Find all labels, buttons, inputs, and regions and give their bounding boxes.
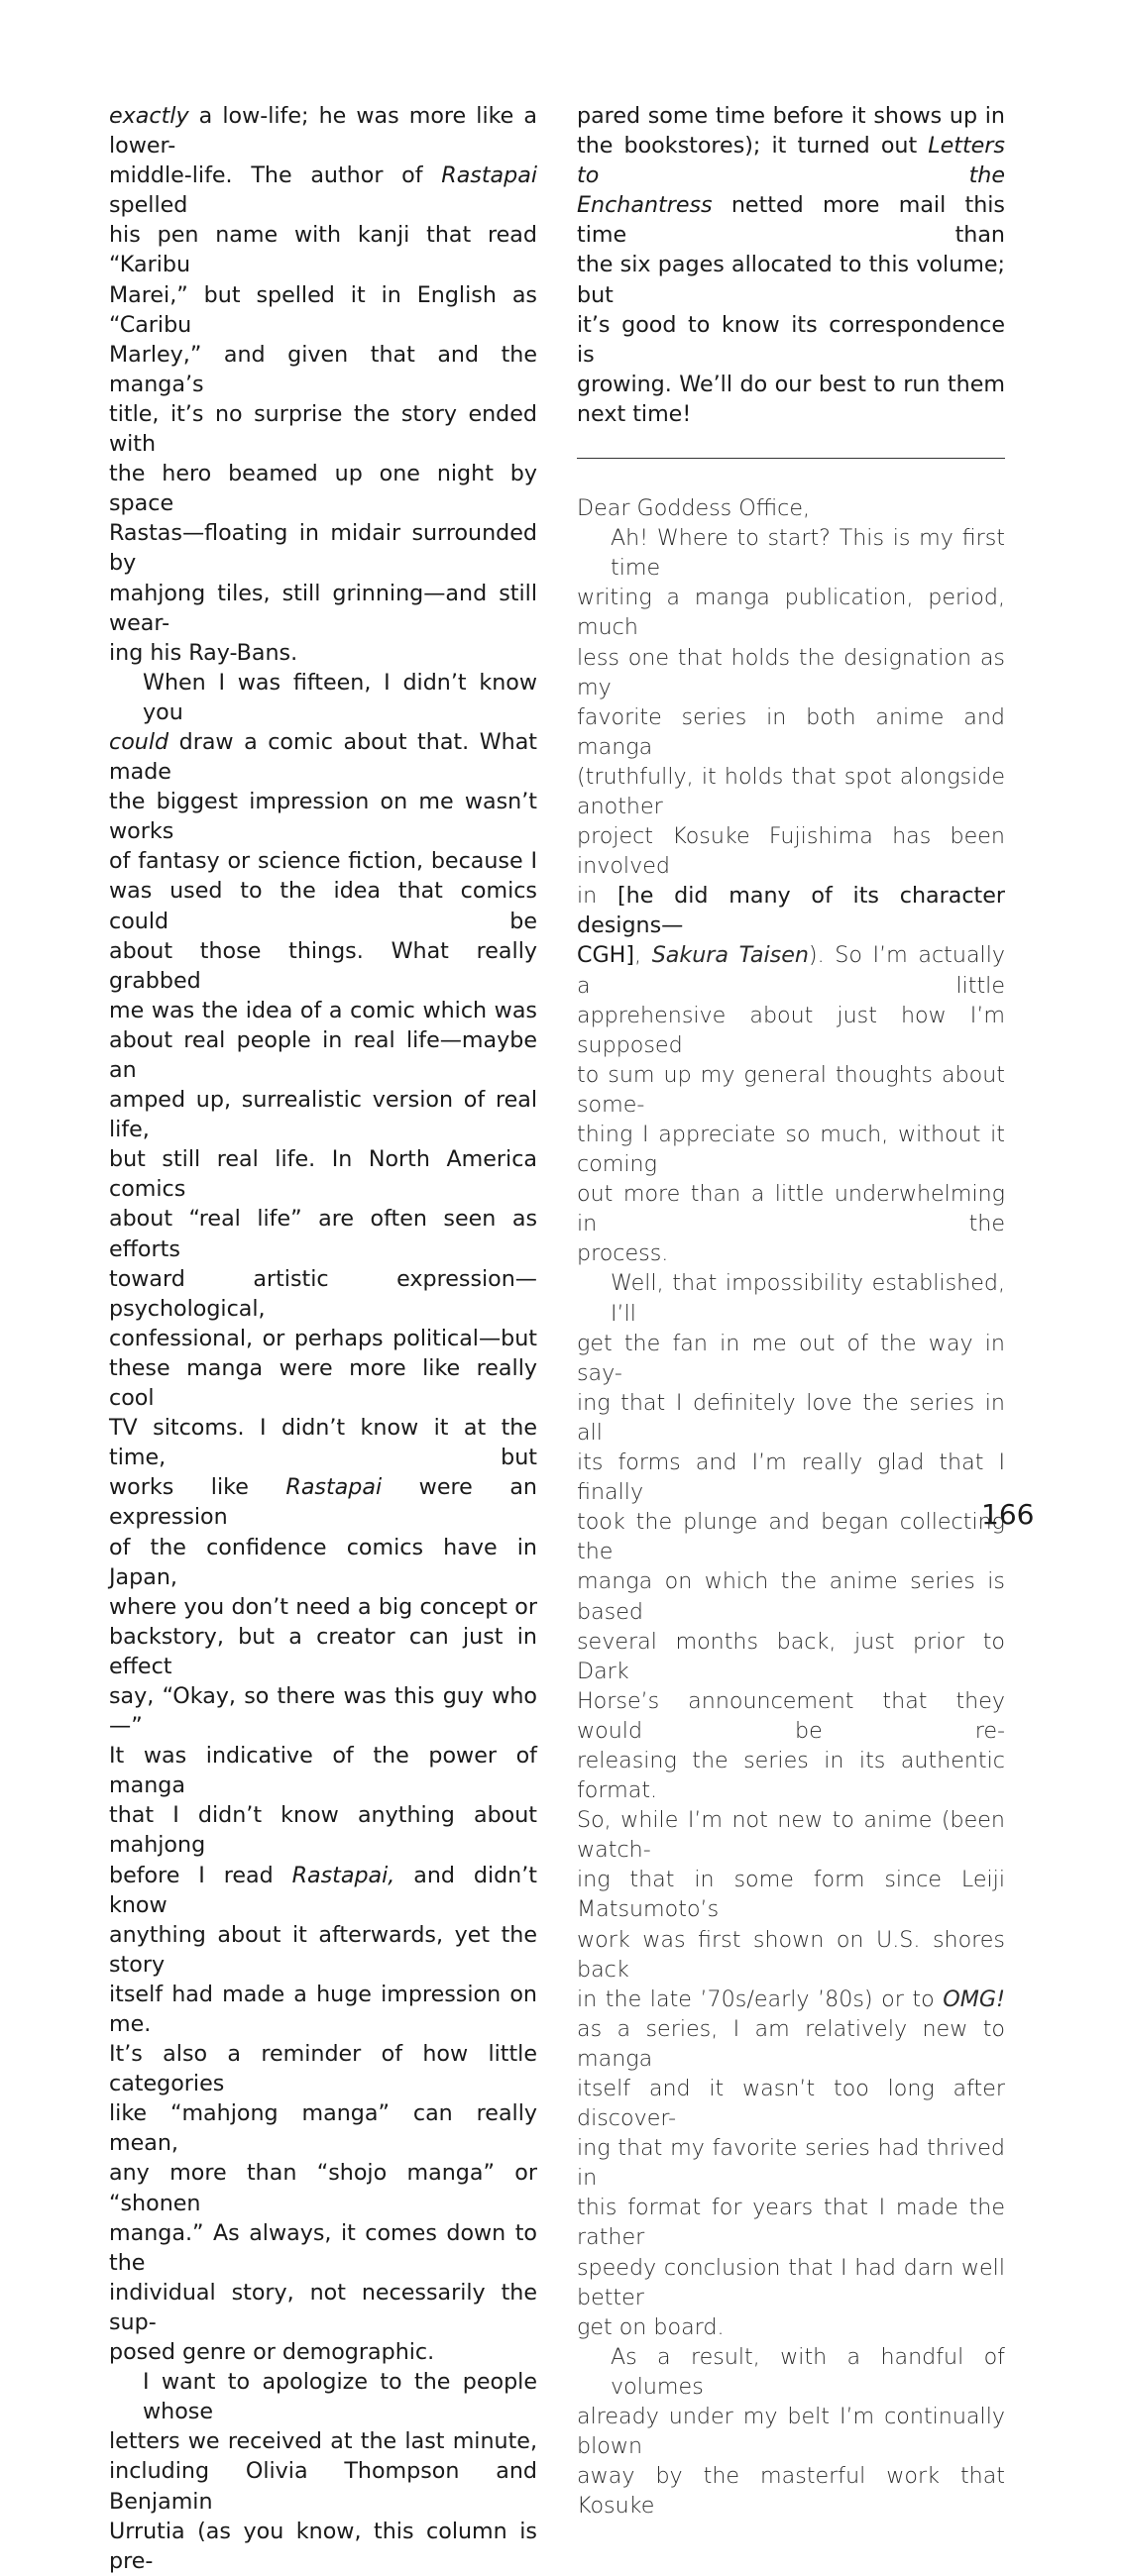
text-line: posed genre or demographic. [109, 2339, 435, 2366]
text-line: As a result, with a handful of volumes [611, 2343, 1005, 2400]
text-line: CGH], Sakura Taisen). So I’m actually a little [577, 942, 1005, 999]
right-column [577, 101, 1005, 2521]
text-line: was used to the idea that comics could be [109, 878, 537, 934]
text-line: Urrutia (as you know, this column is pre- [109, 2518, 537, 2574]
text-line: out more than a little underwhelming in the [577, 1181, 1005, 1237]
text-line: of fantasy or science fiction, because I [109, 848, 537, 875]
italic-title: OMG! [943, 1986, 1005, 2012]
text-line: It was indicative of the power of manga [109, 1743, 537, 1799]
text-line: as a series, I am relatively new to manga [577, 2015, 1005, 2072]
italic-title: Enchantress [577, 192, 713, 219]
text-line: its forms and I’m really glad that I finally [577, 1449, 1005, 1506]
text-line: the hero beamed up one night by space [109, 461, 537, 517]
paragraph [577, 101, 1005, 429]
text-line: the six pages allocated to this volume; but [577, 252, 1005, 308]
text-line: of the confidence comics have in Japan, [109, 1534, 537, 1590]
text-line: his pen name with kanji that read “Karibu [109, 222, 537, 278]
text-line: the biggest impression on me wasn’t works [109, 789, 537, 845]
text-line: manga.” As always, it comes down to the [109, 2219, 537, 2276]
text-line: Rastas—floating in midair surrounded by [109, 520, 537, 577]
text-line: Dear Goddess Office, [577, 495, 811, 522]
italic-title: Rastapai, [291, 1862, 395, 1888]
italic-title: could [109, 728, 169, 755]
text-line: confessional, or perhaps political—but [109, 1325, 537, 1351]
text-line: it’s good to know its correspondence is [577, 311, 1005, 368]
text-line: Well, that impossibility established, I’ll [611, 1270, 1005, 1327]
text-line: (truthfully, it holds that spot alongside another [577, 763, 1005, 819]
text-line: It’s also a reminder of how little categories [109, 2041, 537, 2097]
page-number: 166 [981, 1498, 1035, 1531]
text-line: including Olivia Thompson and Benjamin [109, 2458, 537, 2515]
text-line: mahjong tiles, still grinning—and still wear- [109, 580, 537, 636]
text-line: already under my belt I’m continually blown [577, 2404, 1005, 2460]
text-line: speedy conclusion that I had darn well better [577, 2254, 1005, 2310]
italic-title: exactly [109, 103, 189, 129]
text-line: anything about it afterwards, yet the story [109, 1921, 537, 1978]
text-line: where you don’t need a big concept or [109, 1593, 537, 1620]
text-line: When I was fifteen, I didn’t know you [143, 669, 537, 725]
text-line: this format for years that I made the rather [577, 2195, 1005, 2251]
text-line: ing that my favorite series had thrived in [577, 2135, 1005, 2192]
text-line: ing that in some form since Leiji Matsumoto’s [577, 1867, 1005, 1923]
text-line: pared some time before it shows up in [577, 103, 1005, 129]
text-line: favorite series in both anime and manga [577, 703, 1005, 760]
text-line: ing his Ray-Bans. [109, 639, 298, 666]
paragraph [109, 101, 537, 668]
paragraph [577, 2342, 1005, 2522]
text-line: get on board. [577, 2313, 725, 2340]
text-line: growing. We’ll do our best to run them [577, 371, 1005, 397]
paragraph [109, 2367, 537, 2576]
section-divider [577, 458, 1005, 459]
text-line: work was first shown on U.S. shores back [577, 1926, 1005, 1983]
text-line: to sum up my general thoughts about some- [577, 1061, 1005, 1118]
text-line: TV sitcoms. I didn’t know it at the time, but [109, 1415, 537, 1471]
text-line: any more than “shojo manga” or “shonen [109, 2160, 537, 2216]
editor-note: [he did many of its character designs— [577, 883, 1005, 939]
text-line: several months back, just prior to Dark [577, 1628, 1005, 1684]
text-line: before I read Rastapai, and didn’t know [109, 1862, 538, 1918]
text-line: amped up, surrealistic version of real life, [109, 1087, 537, 1143]
text-line: middle-life. The author of Rastapai spelled [109, 162, 537, 219]
text-line: So, while I’m not new to anime (been watch- [577, 1807, 1005, 1864]
text-line: the bookstores); it turned out Letters to the [577, 133, 1005, 189]
text-line: backstory, but a creator can just in effect [109, 1623, 537, 1679]
text-line: releasing the series in its authentic format. [577, 1747, 1005, 1804]
text-line: individual story, not necessarily the sup- [109, 2279, 537, 2335]
text-line: say, “Okay, so there was this guy who—” [109, 1682, 537, 1740]
text-line: but still real life. In North America comics [109, 1146, 537, 1203]
editor-note: CGH] [577, 942, 635, 969]
text-line: itself had made a huge impression on me. [109, 1981, 537, 2037]
text-line: exactly a low-life; he was more like a lower- [109, 103, 537, 160]
text-line: works like Rastapai were an expression [109, 1474, 537, 1531]
text-line: less one that holds the designation as my [577, 644, 1005, 700]
text-line: Ah! Where to start? This is my first time [611, 525, 1005, 582]
text-line: Marley,” and given that and the manga’s [109, 341, 537, 397]
paragraph [577, 1268, 1005, 2341]
text-line: manga on which the anime series is based [577, 1568, 1005, 1625]
text-line: project Kosuke Fujishima has been involved [577, 823, 1005, 880]
italic-title: Rastapai [441, 162, 537, 189]
text-line: away by the masterful work that Kosuke [577, 2463, 1005, 2520]
text-line: toward artistic expression—psychological, [109, 1265, 537, 1322]
text-line: Horse’s announcement that they would be re- [577, 1687, 1005, 1744]
text-line: that I didn’t know anything about mahjong [109, 1802, 537, 1859]
text-line: these manga were more like really cool [109, 1354, 537, 1412]
paragraph [577, 493, 1005, 523]
text-line: next time! [577, 400, 692, 427]
text-line: I want to apologize to the people whose [143, 2369, 537, 2425]
text-line: could draw a comic about that. What made [109, 728, 537, 786]
paragraph [109, 668, 537, 2367]
italic-title: Letters to the [577, 133, 1005, 189]
text-line: get the fan in me out of the way in say- [577, 1330, 1005, 1386]
text-line: itself and it wasn’t too long after discover- [577, 2076, 1005, 2132]
paragraph [577, 523, 1005, 1268]
reader-letter [577, 493, 1005, 2521]
text-line: about those things. What really grabbed [109, 937, 537, 994]
text-line: writing a manga publication, period, much [577, 585, 1005, 641]
text-line: Marei,” but spelled it in English as “Caribu [109, 281, 537, 338]
text-line: process. [577, 1240, 669, 1267]
text-line: me was the idea of a comic which was [109, 997, 537, 1023]
left-column [109, 101, 537, 2576]
text-line: title, it’s no surprise the story ended with [109, 400, 537, 458]
text-line: thing I appreciate so much, without it coming [577, 1122, 1005, 1178]
text-line: about “real life” are often seen as efforts [109, 1206, 537, 1262]
text-line: like “mahjong manga” can really mean, [109, 2100, 537, 2157]
column-continuation [577, 101, 1005, 429]
text-line: took the plunge and began collecting the [577, 1509, 1005, 1565]
text-line: apprehensive about just how I’m supposed [577, 1002, 1005, 1058]
italic-title: Rastapai [285, 1474, 383, 1501]
text-line: Enchantress netted more mail this time than [577, 192, 1005, 249]
text-line: letters we received at the last minute, [109, 2428, 537, 2455]
italic-title: Sakura Taisen [651, 942, 809, 969]
text-line: ing that I definitely love the series in all [577, 1389, 1005, 1446]
text-line: about real people in real life—maybe an [109, 1026, 537, 1083]
text-line: in [he did many of its character designs— [577, 883, 1005, 939]
text-line: in the late ’70s/early ’80s) or to OMG! [577, 1986, 1005, 2012]
